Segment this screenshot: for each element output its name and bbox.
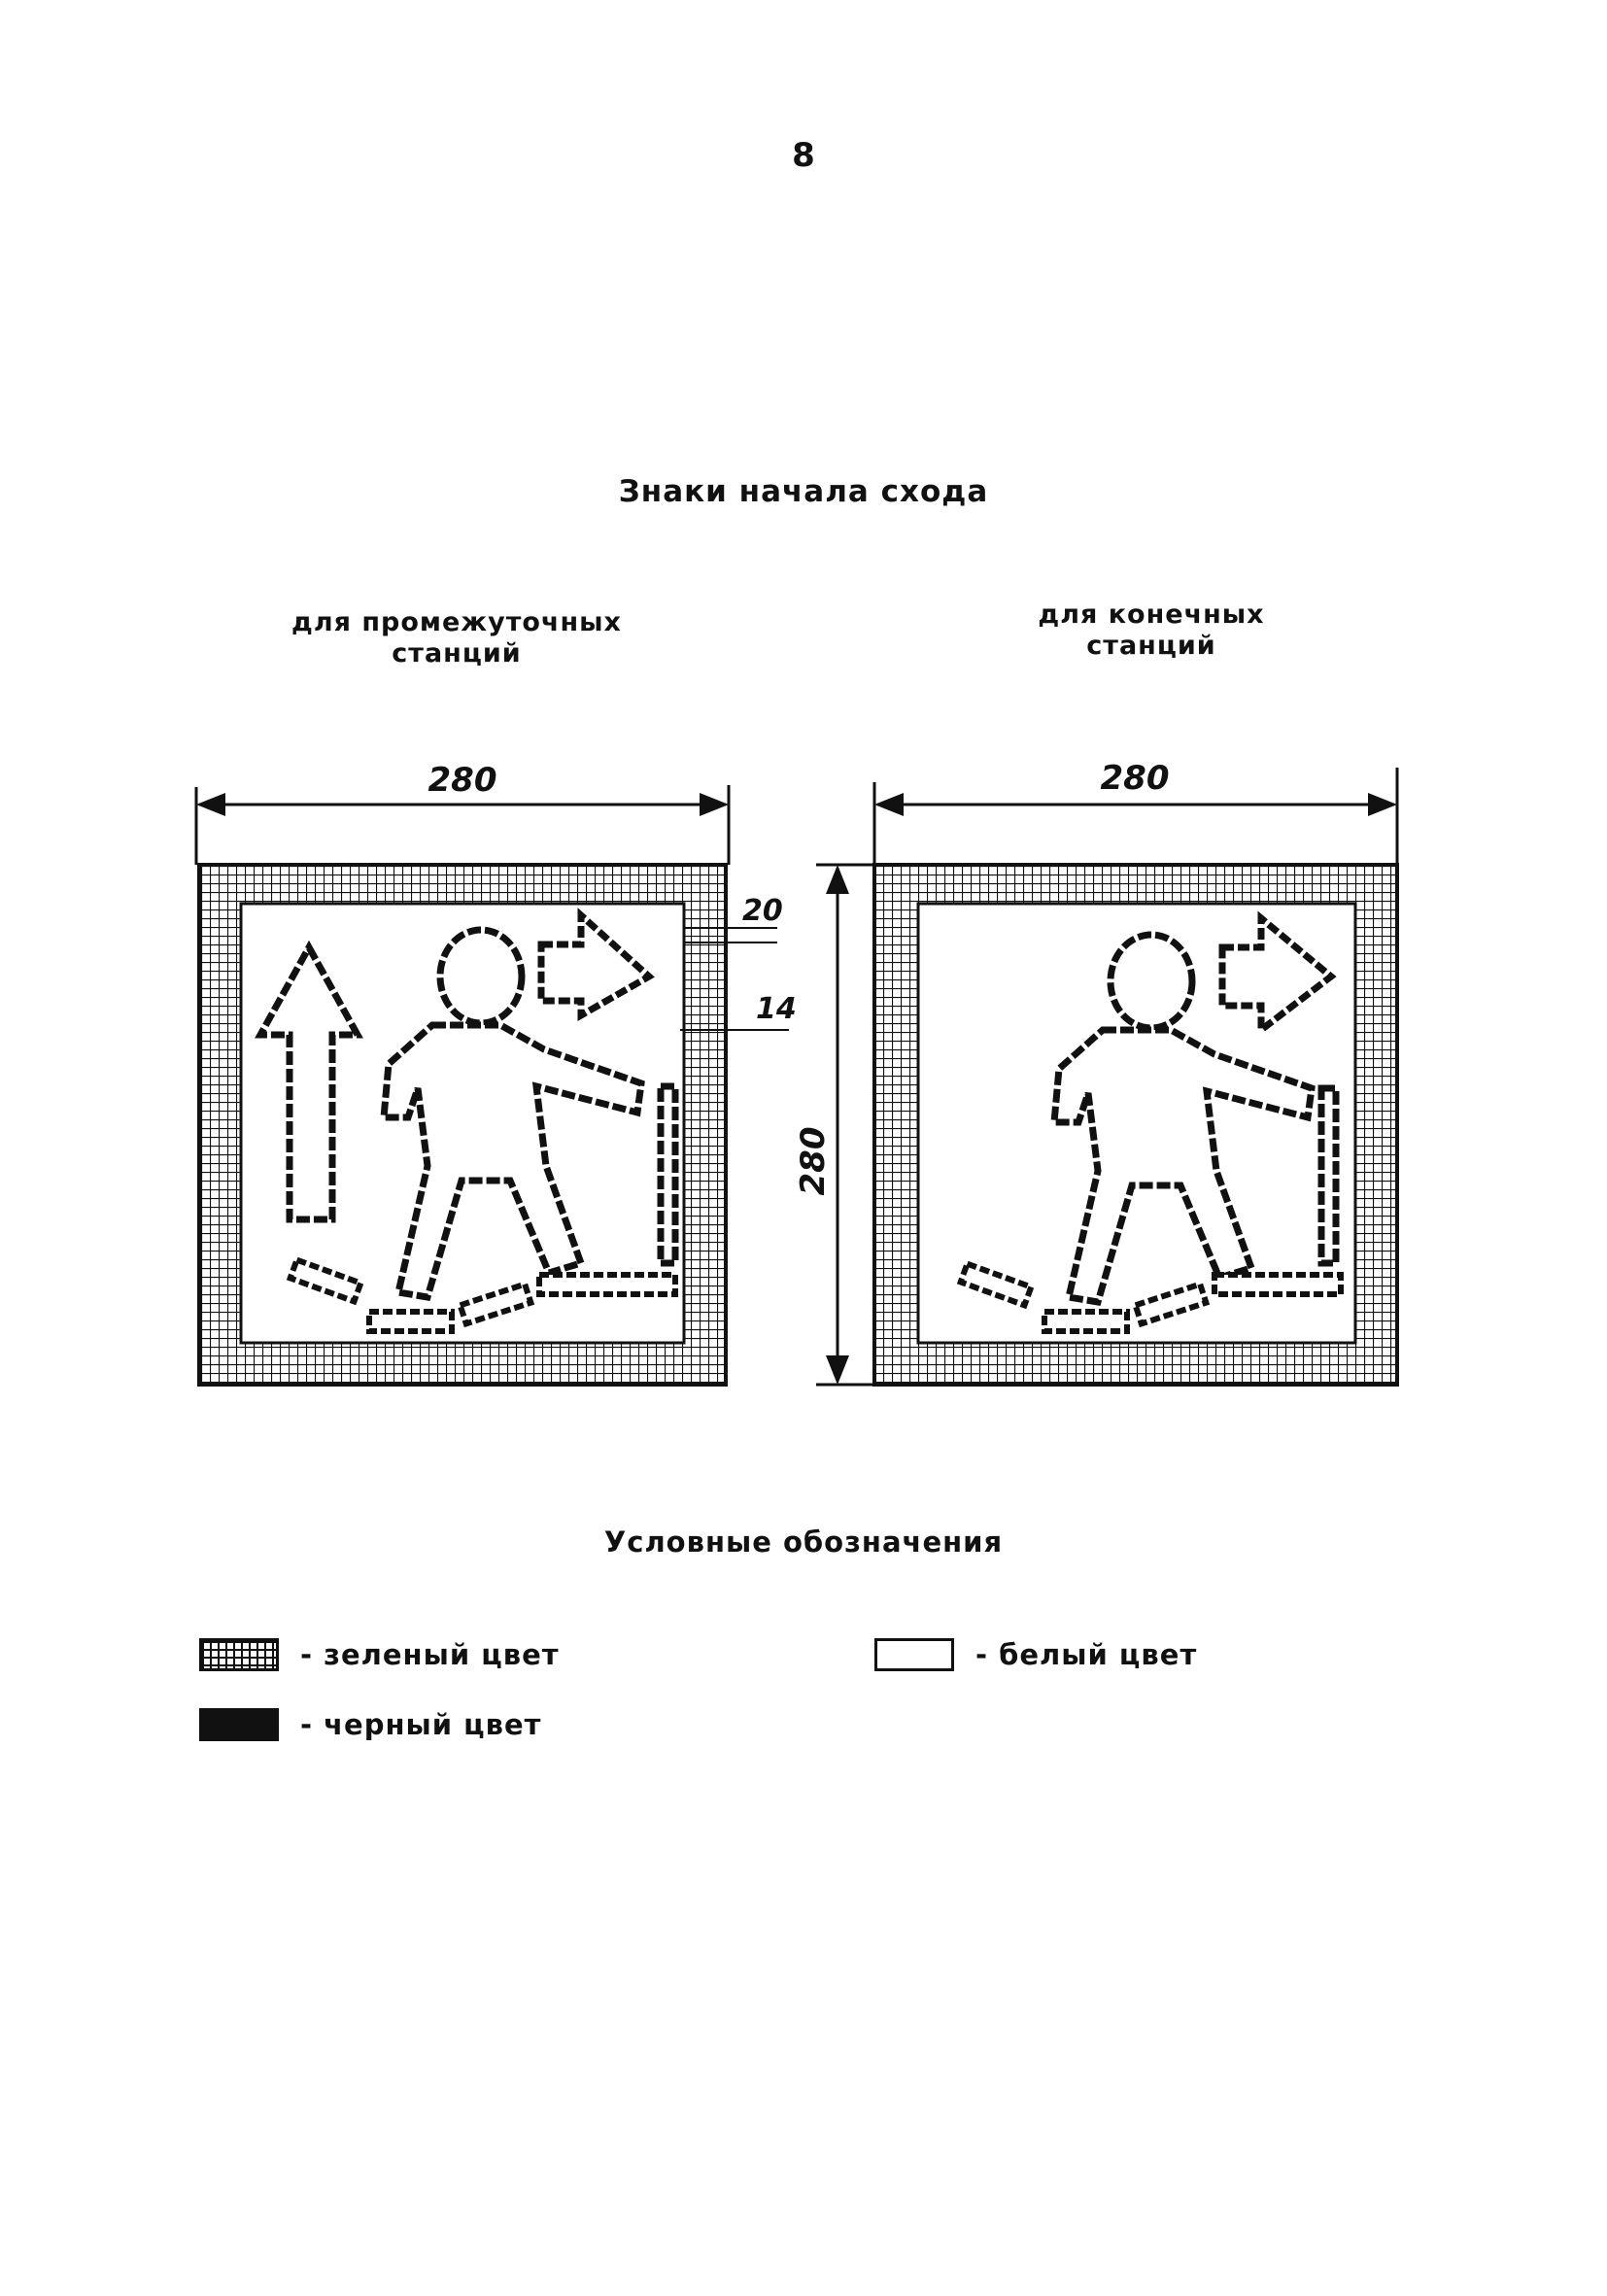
width-dimension-label: 280 xyxy=(427,761,497,800)
sign-terminal-caption: для конечных станций xyxy=(1038,600,1265,661)
height-dimension-label: 280 xyxy=(794,1126,833,1196)
green-hatch-swatch xyxy=(199,1638,279,1671)
page-title: Знаки начала схода xyxy=(618,474,989,509)
legend-label-black: - черный цвет xyxy=(300,1708,542,1741)
gap-dimension-label: 20 xyxy=(742,894,783,928)
legend-label-white: - белый цвет xyxy=(975,1638,1198,1671)
page-number: 8 xyxy=(792,136,815,175)
sign-intermediate-caption: для промежуточных станций xyxy=(291,607,622,668)
border-dimension-label: 14 xyxy=(756,992,797,1026)
legend-label-green: - зеленый цвет xyxy=(300,1638,560,1671)
legend-item-white xyxy=(874,1638,1197,1671)
legend-item-green xyxy=(199,1638,560,1671)
sign-intermediate xyxy=(196,761,797,1385)
black-swatch xyxy=(199,1708,279,1741)
legend-item-black xyxy=(199,1708,541,1741)
legend-title: Условные обозначения xyxy=(603,1525,1004,1559)
sign-terminal xyxy=(794,759,1397,1385)
width-dimension-label: 280 xyxy=(1100,759,1170,798)
white-swatch xyxy=(874,1638,954,1671)
